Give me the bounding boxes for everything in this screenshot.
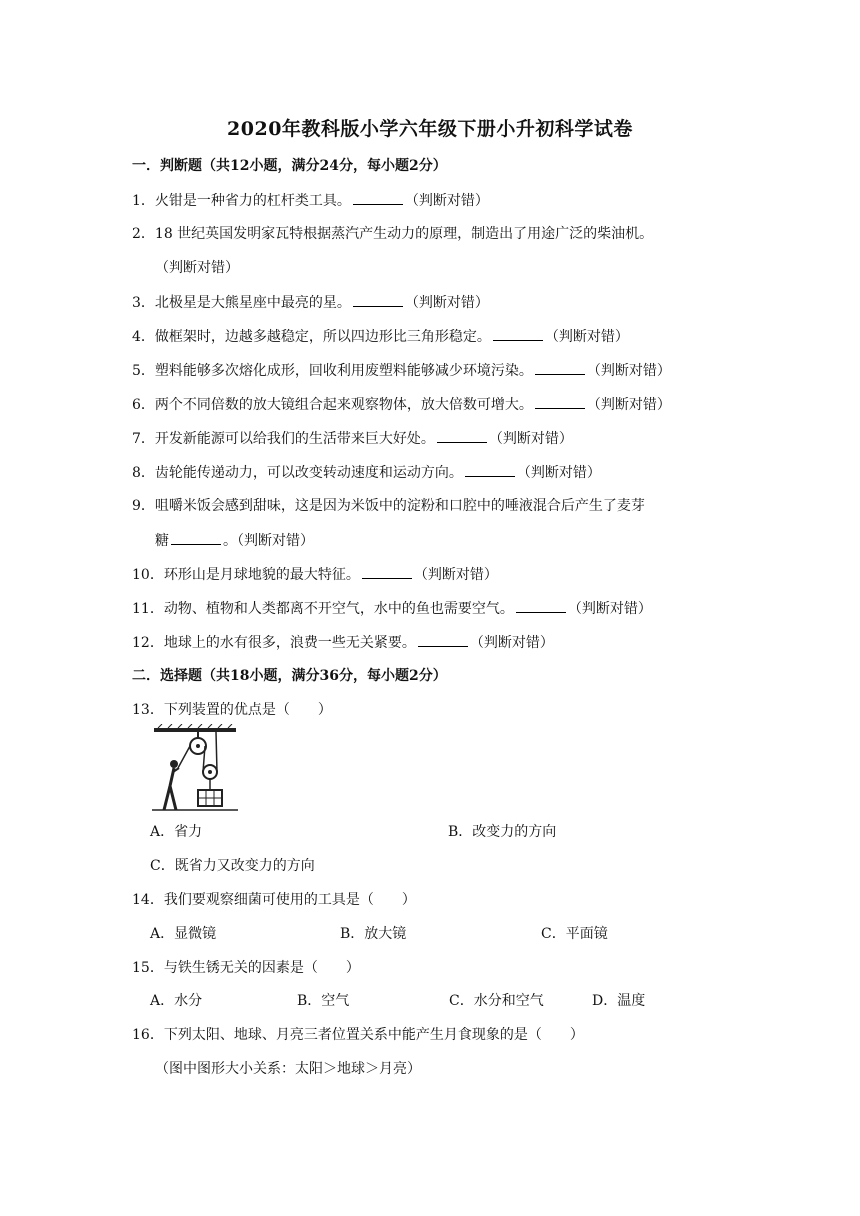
question-13: 13．下列装置的优点是（ ） xyxy=(132,702,332,718)
pulley-figure xyxy=(150,724,240,812)
question-2-suffix: （判断对错） xyxy=(155,260,239,276)
q13-option-b[interactable]: B．改变力的方向 xyxy=(448,824,557,840)
answer-blank[interactable] xyxy=(437,428,487,443)
answer-blank[interactable] xyxy=(535,394,585,409)
answer-blank[interactable] xyxy=(353,292,403,307)
question-9: 9．咀嚼米饭会感到甜味，这是因为米饭中的淀粉和口腔中的唾液混合后产生了麦芽 xyxy=(132,498,645,514)
answer-blank[interactable] xyxy=(493,326,543,341)
section-2-header: 二．选择题（共18小题，满分36分，每小题2分） xyxy=(132,668,447,684)
answer-blank[interactable] xyxy=(465,462,515,477)
question-5: 5．塑料能够多次熔化成形，回收利用废塑料能够减少环境污染。 （判断对错） xyxy=(132,360,671,381)
question-16: 16．下列太阳、地球、月亮三者位置关系中能产生月食现象的是（ ） xyxy=(132,1027,584,1043)
question-10: 10．环形山是月球地貌的最大特征。 （判断对错） xyxy=(132,564,498,585)
question-6: 6．两个不同倍数的放大镜组合起来观察物体，放大倍数可增大。 （判断对错） xyxy=(132,394,671,415)
question-1: 1．火钳是一种省力的杠杆类工具。 （判断对错） xyxy=(132,190,489,211)
answer-blank[interactable] xyxy=(353,190,403,205)
question-8: 8．齿轮能传递动力，可以改变转动速度和运动方向。 （判断对错） xyxy=(132,462,601,483)
question-4: 4．做框架时，边越多越稳定，所以四边形比三角形稳定。 （判断对错） xyxy=(132,326,629,347)
question-16-note: （图中图形大小关系：太阳＞地球＞月亮） xyxy=(155,1061,421,1077)
q15-option-b[interactable]: B．空气 xyxy=(297,993,350,1009)
q14-option-b[interactable]: B．放大镜 xyxy=(340,926,407,942)
question-12: 12．地球上的水有很多，浪费一些无关紧要。 （判断对错） xyxy=(132,632,554,653)
section-1-header: 一．判断题（共12小题，满分24分，每小题2分） xyxy=(132,158,447,174)
question-3: 3．北极星是大熊星座中最亮的星。 （判断对错） xyxy=(132,292,489,313)
answer-blank[interactable] xyxy=(171,530,221,545)
answer-blank[interactable] xyxy=(418,632,468,647)
page-title: 2020年教科版小学六年级下册小升初科学试卷 xyxy=(227,118,633,140)
q13-option-a[interactable]: A．省力 xyxy=(150,824,203,840)
q13-option-c[interactable]: C．既省力又改变力的方向 xyxy=(150,858,315,874)
question-11: 11．动物、植物和人类都离不开空气，水中的鱼也需要空气。 （判断对错） xyxy=(132,598,652,619)
q14-option-a[interactable]: A．显微镜 xyxy=(150,926,217,942)
question-9-cont: 糖 。（判断对错） xyxy=(155,530,314,551)
answer-blank[interactable] xyxy=(362,564,412,579)
q15-option-a[interactable]: A．水分 xyxy=(150,993,203,1009)
q15-option-d[interactable]: D．温度 xyxy=(592,993,646,1009)
answer-blank[interactable] xyxy=(516,598,566,613)
question-14: 14．我们要观察细菌可使用的工具是（ ） xyxy=(132,892,416,908)
answer-blank[interactable] xyxy=(535,360,585,375)
q15-option-c[interactable]: C．水分和空气 xyxy=(449,993,544,1009)
question-7: 7．开发新能源可以给我们的生活带来巨大好处。 （判断对错） xyxy=(132,428,573,449)
question-2: 2．18 世纪英国发明家瓦特根据蒸汽产生动力的原理，制造出了用途广泛的柴油机。 xyxy=(132,226,654,242)
q14-option-c[interactable]: C．平面镜 xyxy=(541,926,608,942)
question-15: 15．与铁生锈无关的因素是（ ） xyxy=(132,960,360,976)
